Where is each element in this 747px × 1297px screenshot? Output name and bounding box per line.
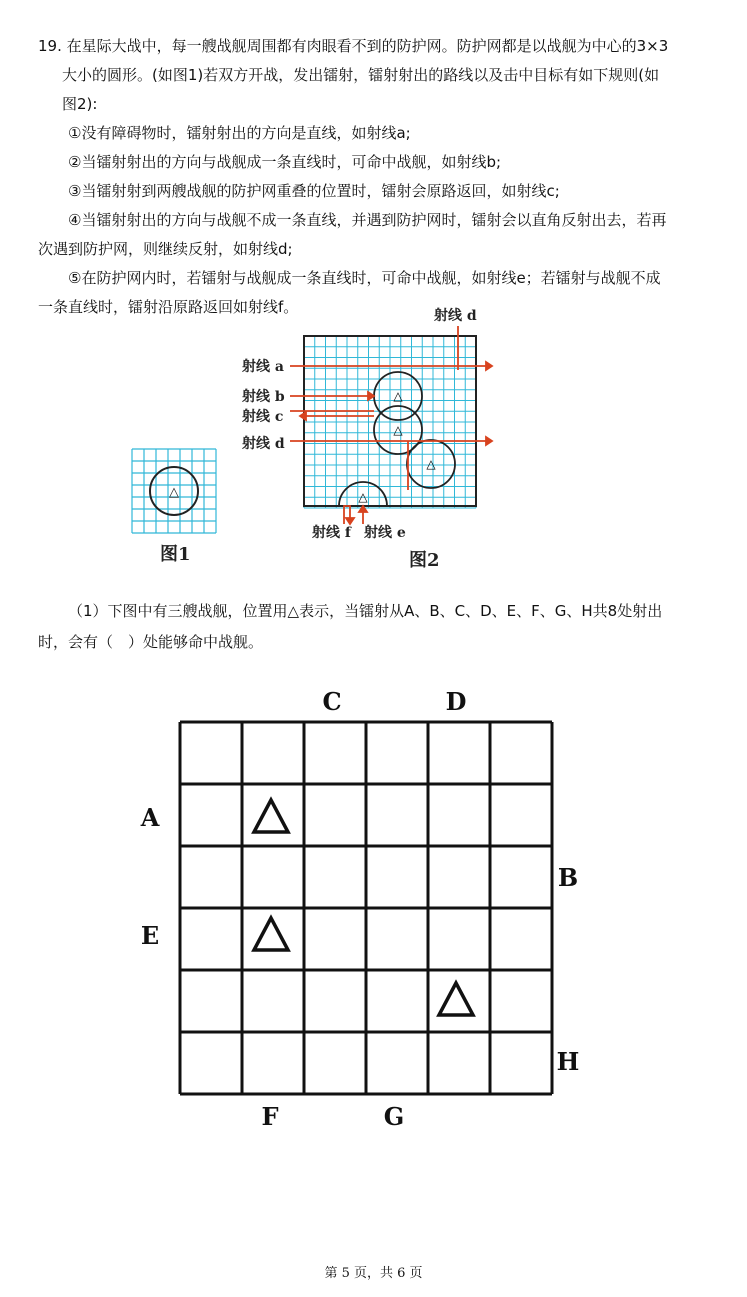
problem-text — [38, 32, 728, 322]
rule-2: ②当镭射射出的方向与战舰成一条直线时，可命中战舰，如射线b; — [68, 153, 502, 171]
label-d: D — [445, 687, 467, 716]
rule-4-line-2: 次遇到防护网，则继续反射，如射线d; — [38, 240, 293, 258]
figure-2-ship-2: △ — [393, 423, 403, 437]
ray-c-arrow — [300, 412, 306, 420]
ray-f-label: 射线 f — [312, 525, 351, 541]
figure-2-caption: 图2 — [409, 550, 440, 571]
label-a: A — [140, 803, 160, 832]
figure-1-ship: △ — [169, 485, 179, 500]
rule-1: ①没有障碍物时，镭射射出的方向是直线，如射线a; — [68, 124, 411, 142]
figure-2-ship-3: △ — [426, 457, 436, 471]
ray-a-label: 射线 a — [242, 359, 284, 375]
ray-b-label: 射线 b — [242, 389, 285, 405]
figure-2-diagram — [240, 300, 500, 575]
rule-5-line-1: ⑤在防护网内时，若镭射与战舰成一条直线时，可命中战舰，如射线e；若镭射与战舰不成 — [68, 269, 661, 287]
label-g: G — [383, 1102, 405, 1130]
question-1-line-2: 时，会有（ ）处能够命中战舰。 — [38, 633, 264, 651]
label-h: H — [556, 1047, 580, 1076]
ship-1 — [254, 800, 288, 832]
ray-d-top-label: 射线 d — [434, 308, 477, 324]
ship-2 — [254, 918, 288, 950]
ray-d-arrow — [486, 437, 492, 445]
ray-a-arrow — [486, 362, 492, 370]
problem-line-3: 图2): — [62, 95, 98, 113]
figure-1-caption: 图1 — [160, 544, 191, 565]
problem-line-2: 大小的圆形。(如图1)若双方开战，发出镭射，镭射射出的路线以及击中目标有如下规则(如 — [62, 66, 660, 84]
page-footer: 第 5 页，共 6 页 — [324, 1266, 423, 1281]
question-1-line-1: （1）下图中有三艘战舰，位置用△表示，当镭射从A、B、C、D、E、F、G、H共8处射出 — [68, 602, 663, 620]
board-gridlines — [180, 722, 552, 1094]
ship-3 — [439, 983, 473, 1015]
figure-1-grid — [128, 445, 220, 537]
rule-4-line-1: ④当镭射射出的方向与战舰不成一条直线，并遇到防护网时，镭射会以直角反射出去，若再 — [68, 211, 667, 229]
ray-b-arrow — [368, 392, 374, 400]
ray-e-label: 射线 e — [364, 525, 406, 541]
ray-f-arrow — [346, 518, 354, 524]
problem-line-1: 19. 在星际大战中，每一艘战舰周围都有肉眼看不到的防护网。防护网都是以战舰为中心的3×3 — [38, 37, 669, 55]
rule-5-line-2: 一条直线时，镭射沿原路返回如射线f。 — [38, 298, 299, 316]
ray-d-label: 射线 d — [242, 436, 285, 452]
label-e: E — [140, 921, 160, 950]
battle-board — [130, 680, 600, 1130]
rule-3: ③当镭射射到两艘战舰的防护网重叠的位置时，镭射会原路返回，如射线c; — [68, 182, 560, 200]
question-1 — [38, 596, 728, 658]
figure-2-gridlines — [304, 336, 476, 508]
figure-2-ship-4: △ — [358, 490, 368, 504]
figure-2-ship-1: △ — [393, 389, 403, 403]
label-f: F — [261, 1102, 279, 1130]
label-b: B — [557, 863, 579, 892]
figure-2-rays — [290, 326, 492, 524]
label-c: C — [322, 687, 342, 716]
ray-c-label: 射线 c — [242, 409, 284, 425]
